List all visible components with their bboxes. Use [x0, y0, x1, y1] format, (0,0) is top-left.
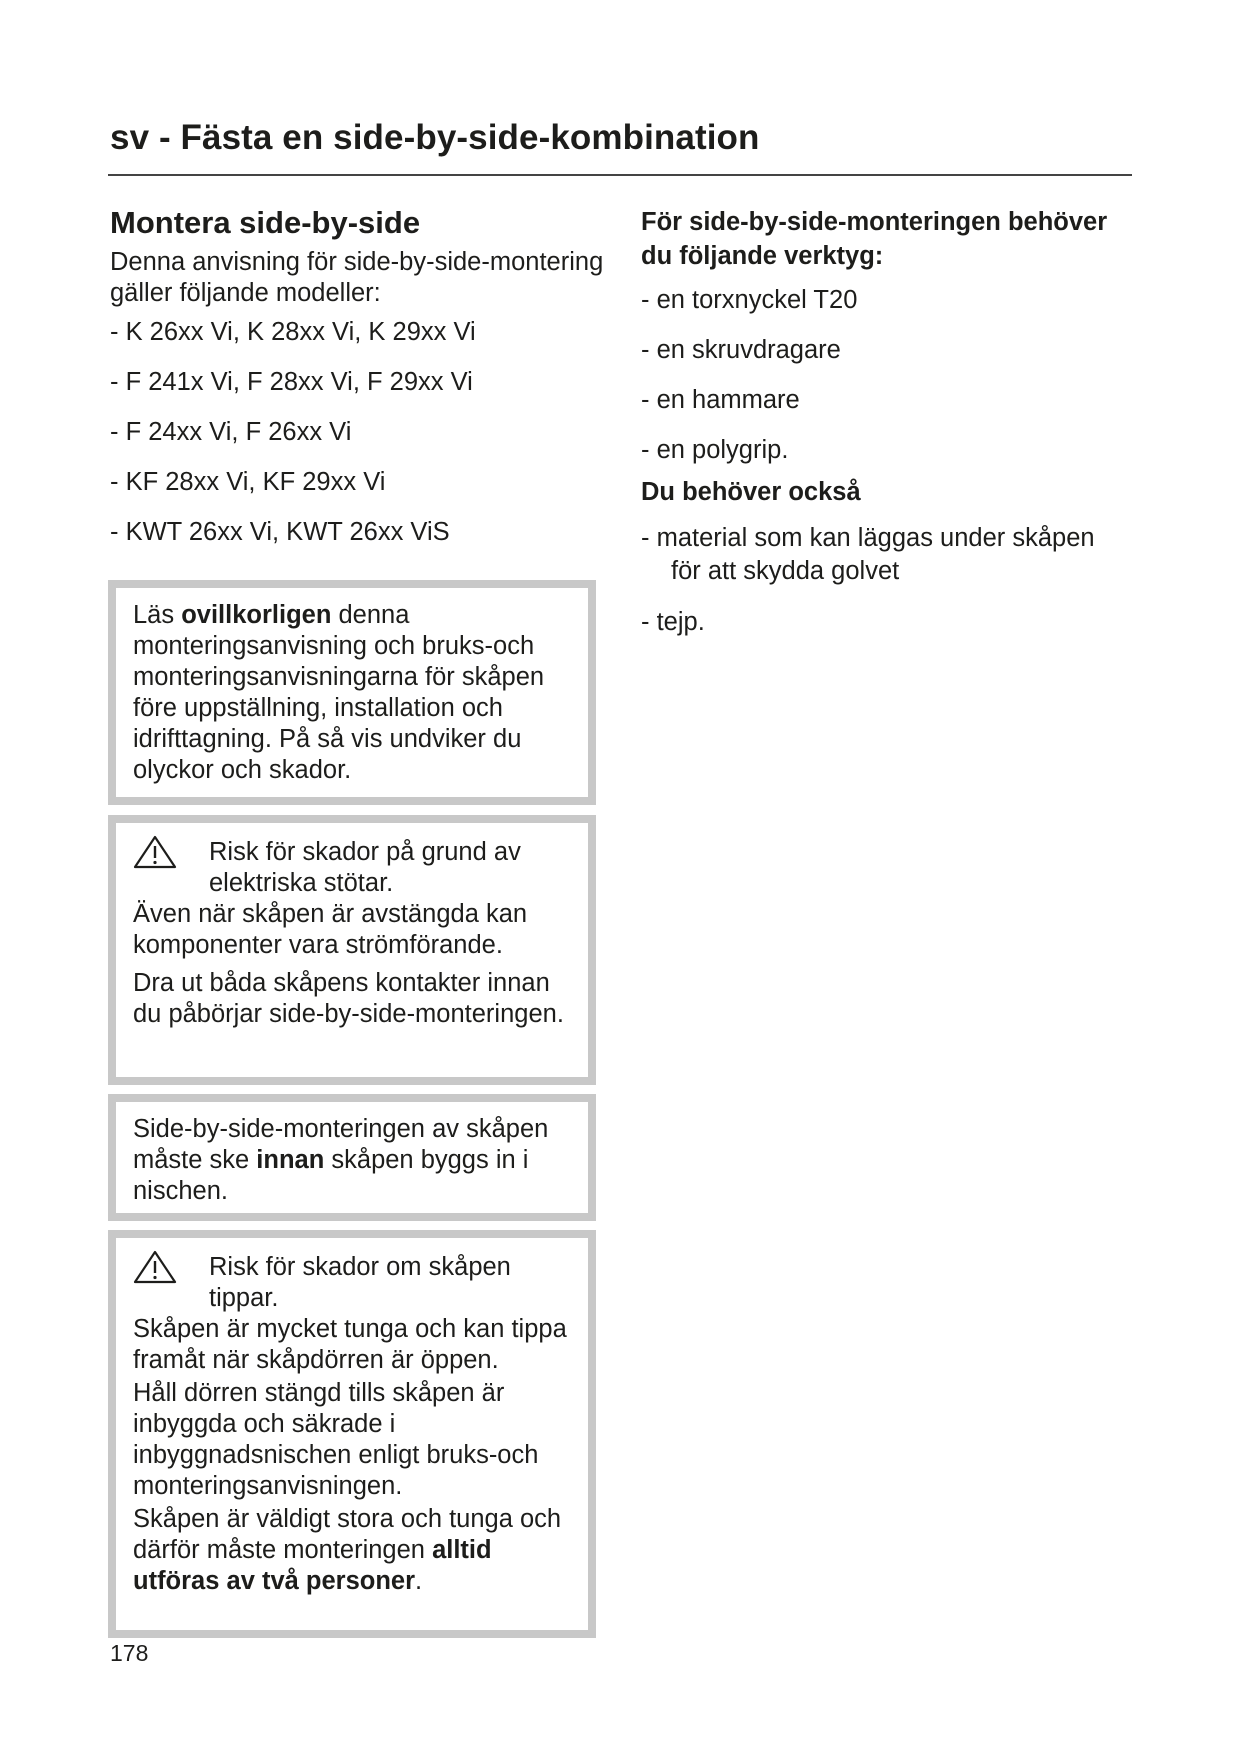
- tool-item: - en polygrip.: [641, 436, 789, 464]
- page-number: 178: [110, 1640, 149, 1666]
- notice-text-part: Side-by-side-monteringen av skåpen måste ske: [133, 1115, 549, 1174]
- title-rule: [108, 174, 1132, 176]
- warning-box-tipping: [108, 1230, 596, 1638]
- page-title: sv - Fästa en side-by-side-kombination: [110, 118, 760, 157]
- notice-text-part: skåpen byggs in i nischen.: [133, 1146, 529, 1205]
- left-column: [110, 205, 630, 567]
- warning-title: Risk för skador på grund av elektriska stötar.: [209, 838, 521, 897]
- warning-title: Risk för skador om skåpen tippar.: [209, 1253, 511, 1312]
- warning-text: Skåpen är mycket tunga och kan tippa framåt när skåpdörren är öppen.: [133, 1315, 567, 1374]
- warning-emphasis: alltid utföras av två personer: [133, 1536, 492, 1595]
- notice-text: [133, 1114, 578, 1207]
- model-item: - F 241x Vi, F 28xx Vi, F 29xx Vi: [110, 368, 473, 396]
- notice-emphasis: ovillkorligen: [181, 601, 332, 629]
- right-column: [641, 205, 1131, 657]
- model-item: - K 26xx Vi, K 28xx Vi, K 29xx Vi: [110, 318, 476, 346]
- also-needed-heading: Du behöver också: [641, 478, 861, 506]
- model-item: - KF 28xx Vi, KF 29xx Vi: [110, 468, 386, 496]
- warning-box-electric-shock: [108, 815, 596, 1085]
- model-item: - F 24xx Vi, F 26xx Vi: [110, 418, 352, 446]
- tool-item: - en hammare: [641, 386, 800, 414]
- also-needed-item: - material som kan läggas under skåpen för att skydda golvet: [641, 524, 1095, 585]
- warning-text: Dra ut båda skåpens kontakter innan du påbörjar side-by-side-monteringen.: [133, 969, 564, 1028]
- warning-triangle-icon: [133, 835, 177, 869]
- notice-text-part: Läs: [133, 601, 182, 629]
- tool-item: - en torxnyckel T20: [641, 286, 858, 314]
- notice-box-before-installation: [108, 1094, 596, 1221]
- notice-text-part: denna monteringsanvisning och bruks-och monteringsanvisningarna för skåpen före uppställning, installation och idrifttagning. På så vis undviker du olyckor och skador.: [133, 601, 545, 784]
- also-needed-list: [641, 522, 1131, 639]
- notice-box-read-instructions: [108, 580, 596, 805]
- tool-item: - en skruvdragare: [641, 336, 841, 364]
- warning-text: Även när skåpen är avstängda kan komponenter vara strömförande.: [133, 900, 528, 959]
- warning-text: [133, 1504, 578, 1597]
- model-list: [110, 317, 630, 548]
- tools-heading: För side-by-side-monteringen behöver du följande verktyg:: [641, 208, 1108, 270]
- tool-list: [641, 285, 1131, 466]
- notice-emphasis: innan: [256, 1146, 325, 1174]
- warning-text-part: Skåpen är väldigt stora och tunga och därför måste monteringen: [133, 1505, 562, 1564]
- also-needed-item: - tejp.: [641, 608, 705, 636]
- model-item: - KWT 26xx Vi, KWT 26xx ViS: [110, 518, 450, 546]
- warning-title-line: [133, 837, 578, 899]
- section-heading: Montera side-by-side: [110, 205, 421, 240]
- warning-triangle-icon: [133, 1250, 177, 1284]
- warning-title-line: [133, 1252, 578, 1314]
- warning-text-part: .: [415, 1567, 423, 1595]
- notice-text: [133, 600, 578, 786]
- warning-text: Håll dörren stängd tills skåpen är inbyggda och säkrade i inbyggnadsnischen enligt bruks-och monteringsanvisningen.: [133, 1379, 539, 1500]
- intro-text: Denna anvisning för side-by-side-montering gäller följande modeller:: [110, 248, 604, 307]
